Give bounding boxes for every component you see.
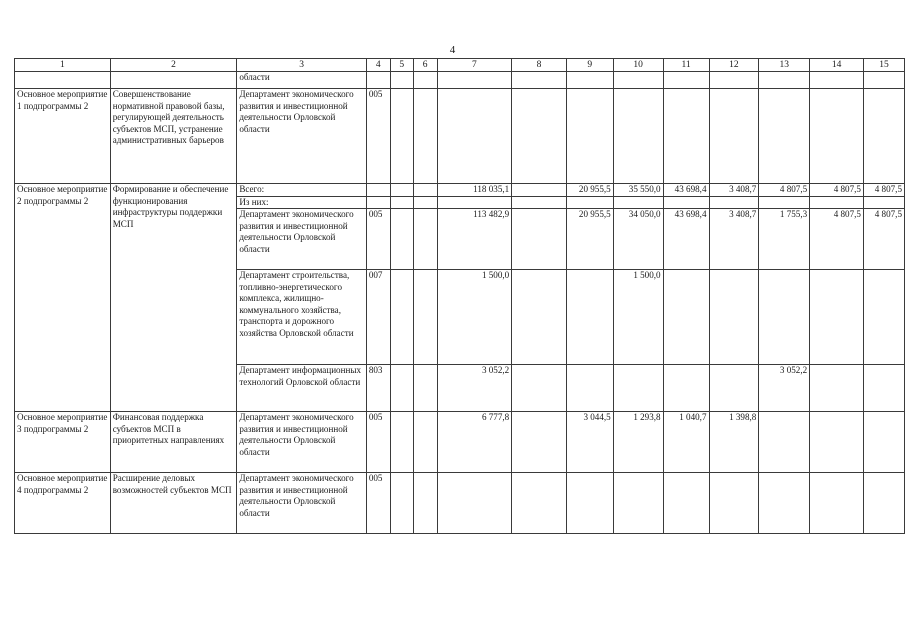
value-cell: 1 500,0: [437, 270, 512, 365]
responsible-cell: Департамент экономического развития и инвестиционной деятельности Орловской области: [237, 473, 367, 534]
table-row-continuation: [15, 72, 905, 89]
value-cell: 3 408,7: [709, 209, 759, 270]
column-header: 15: [863, 59, 904, 72]
description-cell: Формирование и обеспечение функционирования инфраструктуры поддержки МСП: [110, 184, 237, 412]
column-header: 5: [390, 59, 413, 72]
column-header: 8: [512, 59, 567, 72]
code-cell: 005: [366, 412, 390, 473]
value-cell: 4 807,5: [810, 184, 864, 197]
value-cell: 1 040,7: [663, 412, 709, 473]
value-cell: 113 482,9: [437, 209, 512, 270]
responsible-cell: Всего:: [237, 184, 367, 197]
column-header: 4: [366, 59, 390, 72]
responsible-cell: Департамент экономического развития и инвестиционной деятельности Орловской области: [237, 209, 367, 270]
value-cell: 4 807,5: [863, 209, 904, 270]
responsible-cell: Департамент экономического развития и инвестиционной деятельности Орловской области: [237, 412, 367, 473]
value-cell: 35 550,0: [613, 184, 663, 197]
value-cell: 3 052,2: [759, 365, 810, 412]
column-header: 12: [709, 59, 759, 72]
value-cell: 3 408,7: [709, 184, 759, 197]
column-number-row: [15, 59, 905, 72]
column-header: 6: [413, 59, 437, 72]
value-cell: 1 293,8: [613, 412, 663, 473]
table-row-activity-2-total: [15, 184, 905, 197]
value-cell: 43 698,4: [663, 184, 709, 197]
column-header: 3: [237, 59, 367, 72]
description-cell: Совершенствование нормативной правовой базы, регулирующей деятельность субъектов МСП, устранение административных барьеров: [110, 89, 237, 184]
description-cell: Расширение деловых возможностей субъектов МСП: [110, 473, 237, 534]
value-cell: 4 807,5: [863, 184, 904, 197]
responsible-cell: Департамент информационных технологий Орловской области: [237, 365, 367, 412]
code-cell: 005: [366, 209, 390, 270]
value-cell: 20 955,5: [566, 209, 613, 270]
value-cell: 1 755,3: [759, 209, 810, 270]
activity-cell: Основное мероприятие 1 подпрограммы 2: [15, 89, 111, 184]
code-cell: 005: [366, 473, 390, 534]
column-header: 9: [566, 59, 613, 72]
value-cell: 20 955,5: [566, 184, 613, 197]
table-row-activity-1: [15, 89, 905, 184]
value-cell: 34 050,0: [613, 209, 663, 270]
value-cell: 43 698,4: [663, 209, 709, 270]
value-cell: 6 777,8: [437, 412, 512, 473]
value-cell: 1 500,0: [613, 270, 663, 365]
column-header: 14: [810, 59, 864, 72]
value-cell: 3 044,5: [566, 412, 613, 473]
value-cell: 4 807,5: [810, 209, 864, 270]
responsible-cell: Из них:: [237, 196, 367, 209]
code-cell: 007: [366, 270, 390, 365]
code-cell: 005: [366, 89, 390, 184]
column-header: 2: [110, 59, 237, 72]
value-cell: 3 052,2: [437, 365, 512, 412]
table-row-activity-3: [15, 412, 905, 473]
column-header: 10: [613, 59, 663, 72]
activity-cell: Основное мероприятие 3 подпрограммы 2: [15, 412, 111, 473]
code-cell: 803: [366, 365, 390, 412]
column-header: 7: [437, 59, 512, 72]
description-cell: Финансовая поддержка субъектов МСП в приоритетных направлениях: [110, 412, 237, 473]
column-header: 1: [15, 59, 111, 72]
value-cell: 1 398,8: [709, 412, 759, 473]
responsible-cell: Департамент строительства, топливно-энергетического комплекса, жилищно-коммунального хозяйства, транспорта и дорожного хозяйства Орловской области: [237, 270, 367, 365]
responsible-cell: области: [237, 72, 367, 89]
column-header: 11: [663, 59, 709, 72]
page-number: 4: [449, 44, 456, 56]
table-row-activity-4: [15, 473, 905, 534]
budget-table: [14, 58, 905, 534]
activity-cell: Основное мероприятие 4 подпрограммы 2: [15, 473, 111, 534]
value-cell: 4 807,5: [759, 184, 810, 197]
column-header: 13: [759, 59, 810, 72]
value-cell: 118 035,1: [437, 184, 512, 197]
responsible-cell: Департамент экономического развития и инвестиционной деятельности Орловской области: [237, 89, 367, 184]
activity-cell: Основное мероприятие 2 подпрограммы 2: [15, 184, 111, 412]
